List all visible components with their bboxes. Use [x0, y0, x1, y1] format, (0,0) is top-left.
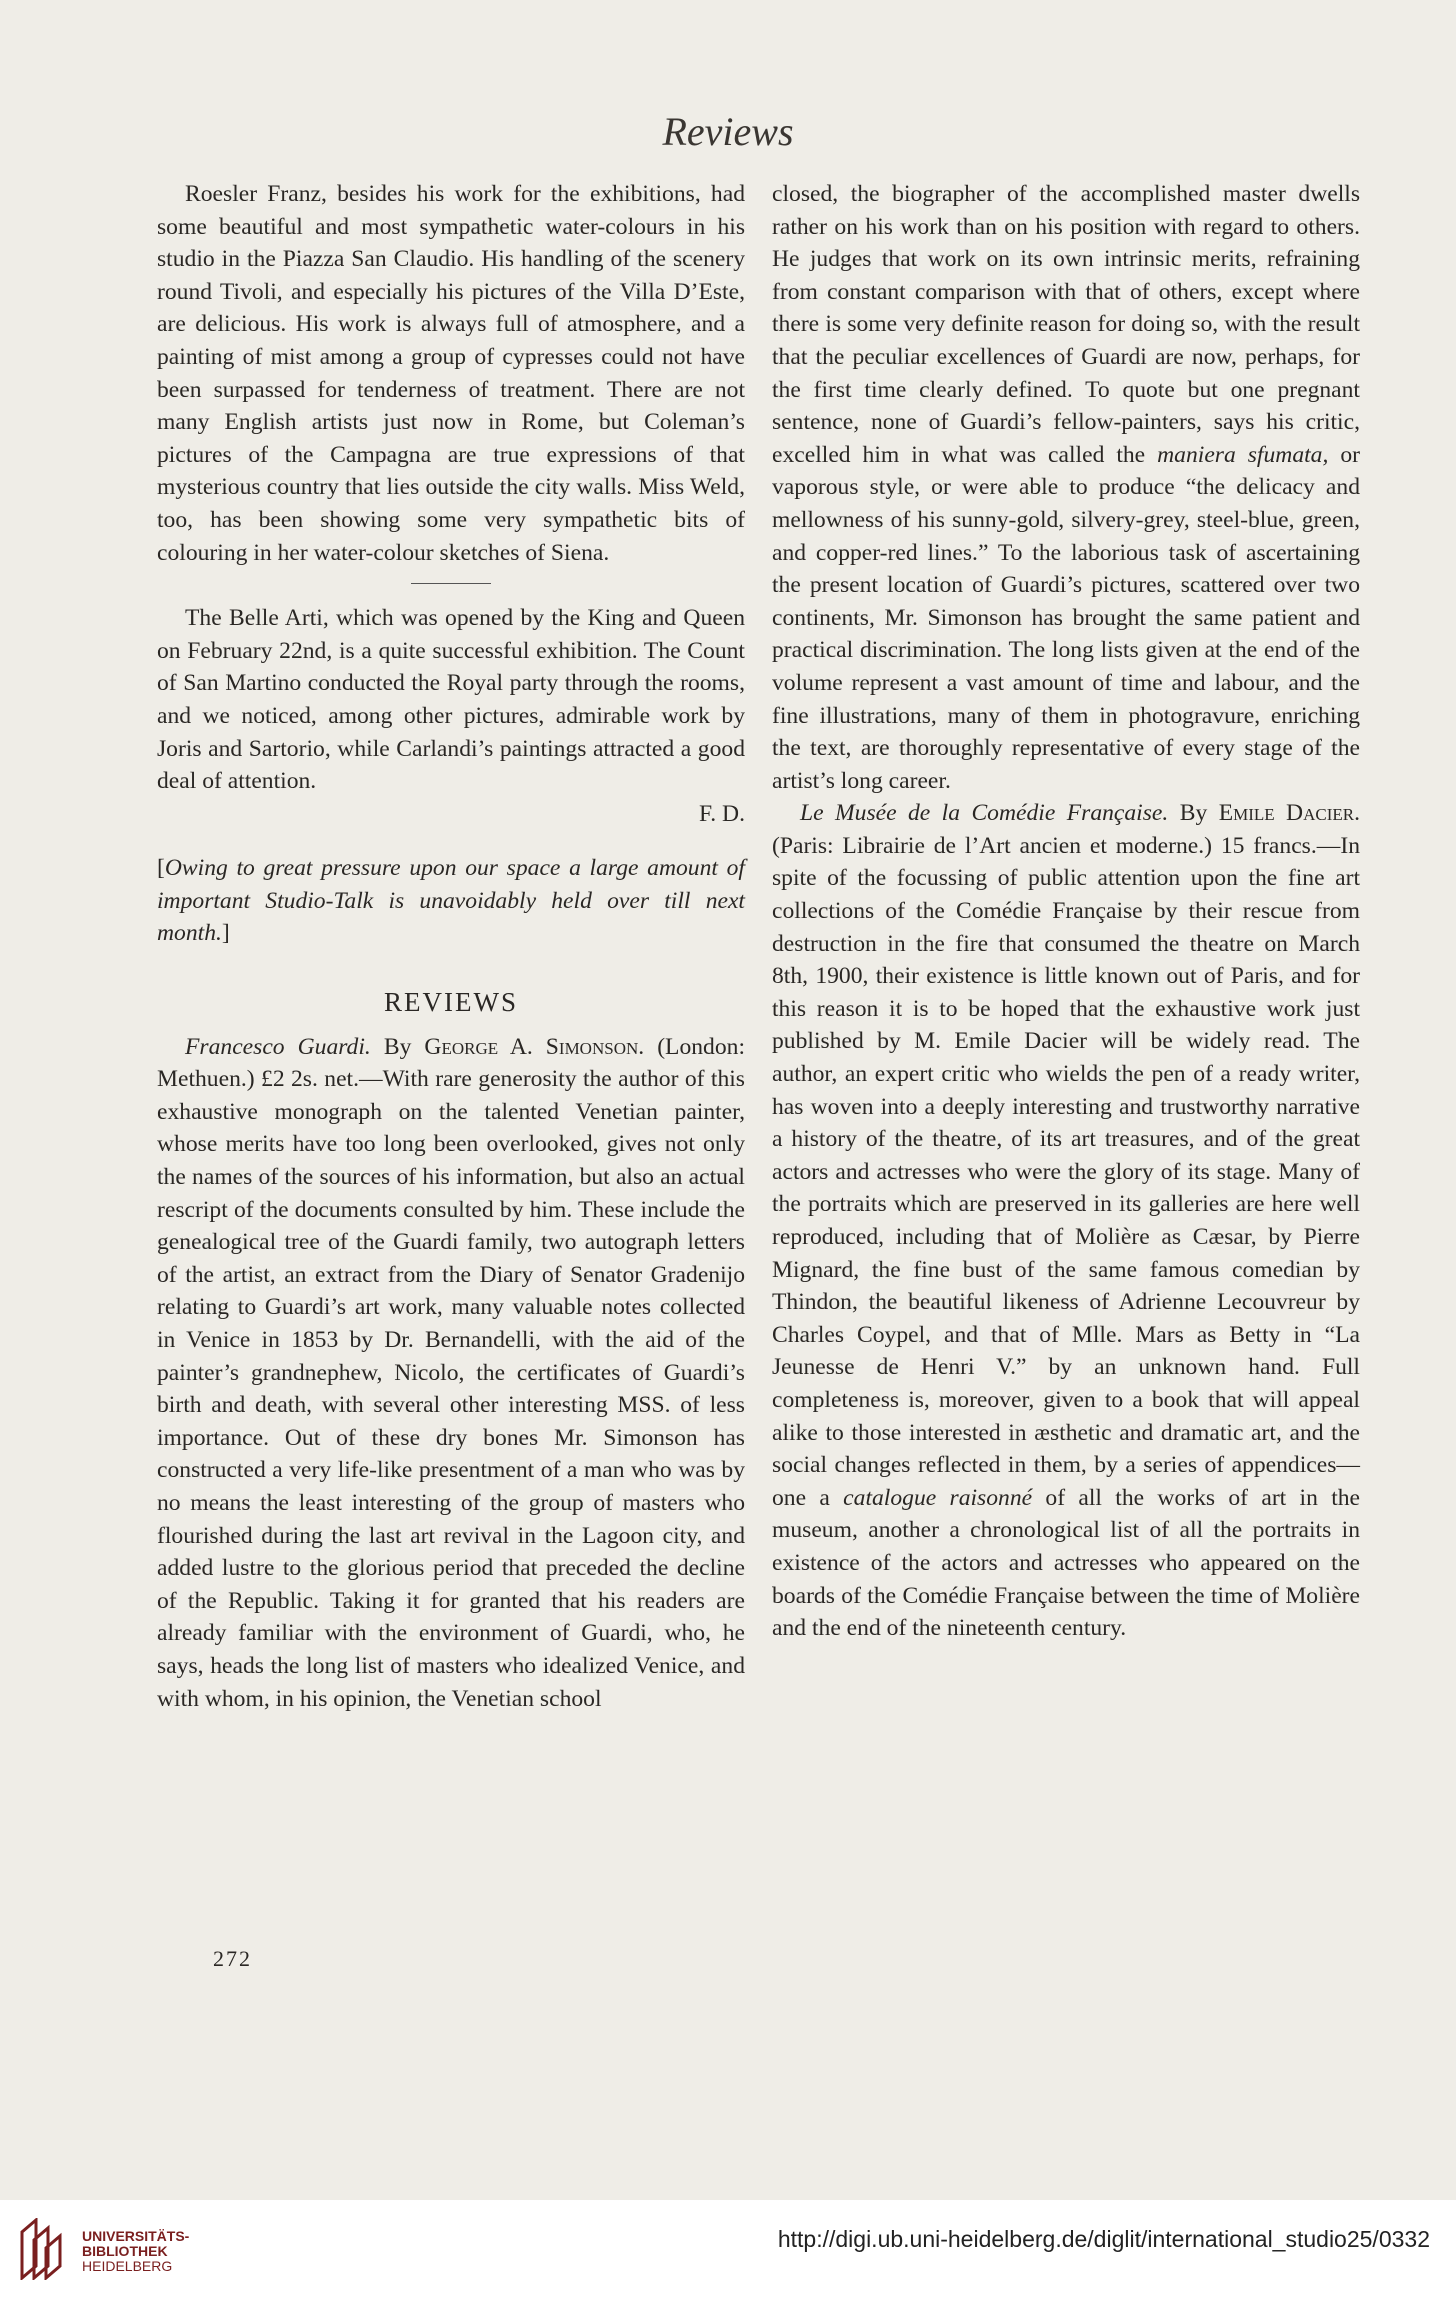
review-guardi-continued-b: or vaporous style, or were able to produce “the delicacy and mellowness of his sunny-gold, silvery-grey, steel-blue, green, and copper-red lines.” To the laborious task of ascertaining the present location of Guardi’s pictures, scattered over two continents, Mr. Simonson has brought the same patient and practical discrimination. The long lists given at the end of the volume represent a vast amount of time and labour, and the fine illustrations, many of them in photogravure, enriching the text, are thoroughly representative of every stage of the artist’s long career. [772, 441, 1360, 794]
review-guardi-author: George A. Simonson. [424, 1033, 645, 1060]
library-name-line3: HEIDELBERG [82, 2258, 173, 2274]
review-guardi-continued [772, 178, 1360, 797]
review-guardi-by: By [383, 1033, 412, 1060]
review-guardi [157, 1031, 745, 1715]
library-name [82, 2229, 189, 2274]
review-guardi-body: (London: Methuen.) £2 2s. net.—With rare generosity the author of this exhaustive monograph on the talented Venetian painter, whose merits have too long been overlooked, gives not only the names of the sources of his information, but also an actual rescript of the documents consulted by him. These include the genealogical tree of the Guardi family, two autograph letters of the artist, an extract from the Diary of Senator Gradenijo relating to Guardi’s art work, many valuable notes collected in Venice in 1853 by Dr. Bernandelli, with the aid of the painter’s grandnephew, Nicolo, the certificates of Guardi’s birth and death, with several other interesting MSS. of less importance. Out of these dry bones Mr. Simonson has constructed a very life-like presentment of a man who was by no means the least interesting of the group of masters who flourished during the last art revival in the Lagoon city, and added lustre to the glorious period that preceded the decline of the Republic. Taking it for granted that his readers are already familiar with the environment of Guardi, who, he says, heads the long list of masters who idealized Venice, and with whom, in his opinion, the Venetian school [157, 1033, 745, 1712]
left-column [157, 178, 745, 1715]
note-close-bracket: ] [221, 920, 230, 947]
editorial-note [157, 852, 745, 950]
note-open-bracket: [ [157, 855, 165, 882]
review-comedie-title: Le Musée de la Comédie Française. [800, 800, 1169, 827]
term-catalogue-raisonne: catalogue raisonné [843, 1484, 1033, 1511]
review-comedie-body-a: (Paris: Librairie de l’Art ancien et moderne.) 15 francs.—In spite of the focussing of public attention upon the fine art collections of the Comédie Française by their rescue from destruction in the fire that consumed the theatre on March 8th, 1900, their existence is little known out of Paris, and for this reason it is to be hoped that the exhaustive work just published by M. Emile Dacier will be widely read. The author, an expert critic who wields the pen of a ready writer, has woven into a deeply interesting and trustworthy narrative a history of the theatre, of its art treasures, and of the great actors and actresses who were the glory of its stage. Many of the portraits which are preserved in its galleries are here well reproduced, including that of Molière as Cæsar, by Pierre Mignard, the fine bust of the same famous comedian by Thindon, the beautiful likeness of Adrienne Lecouvreur by Charles Coypel, and that of Mlle. Mars as Betty in “La Jeunesse de Henri V.” by an unknown hand. Full completeness is, moreover, given to a book that will appeal alike to those interested in æsthetic and dramatic art, and the social changes reflected in them, by a series of appendices—one a [772, 832, 1360, 1511]
right-column [772, 178, 1360, 1645]
review-comedie-by: By [1179, 800, 1208, 827]
review-guardi-continued-a: closed, the biographer of the accomplished master dwells rather on his work than on his position with regard to others. He judges that work on its own intrinsic merits, refraining from constant comparison with that of others, except where there is some very definite reason for doing so, with the result that the peculiar excellences of Guardi are now, perhaps, for the first time clearly defined. To quote but one pregnant sentence, none of Guardi’s fellow-painters, says his critic, excelled him in what was called the [772, 181, 1360, 468]
section-divider [411, 583, 491, 584]
source-url-link[interactable]: http://digi.ub.uni-heidelberg.de/diglit/international_studio25/0332 [777, 2226, 1430, 2252]
university-library-logo-icon [18, 2218, 68, 2280]
page-header: Reviews [662, 109, 794, 154]
review-guardi-title: Francesco Guardi. [185, 1033, 371, 1060]
review-comedie-author: Emile Dacier. [1218, 800, 1360, 827]
paragraph-roesler-franz: Roesler Franz, besides his work for the exhibitions, had some beautiful and most sympathetic water-colours in his studio in the Piazza San Claudio. His handling of the scenery round Tivoli, and especially his pictures of the Villa D’Este, are delicious. His work is always full of atmosphere, and a painting of mist among a group of cypresses could not have been surpassed for tenderness of treatment. There are not many English artists just now in Rome, but Coleman’s pictures of the Campagna are true expressions of that mysterious country that lies outside the city walls. Miss Weld, too, has been showing some very sympathetic bits of colouring in her water-colour sketches of Siena. [157, 181, 745, 566]
paragraph-belle-arti: The Belle Arti, which was opened by the King and Queen on February 22nd, is a quite successful exhibition. The Count of San Martino conducted the Royal party through the rooms, and we noticed, among other pictures, admirable work by Joris and Sartorio, while Carlandi’s paintings attracted a good deal of attention. [157, 605, 745, 795]
section-heading-reviews: REVIEWS [384, 987, 518, 1018]
library-name-line2: BIBLIOTHEK [82, 2243, 168, 2259]
page-number: 272 [213, 1946, 252, 1971]
editorial-note-text: Owing to great pressure upon our space a large amount of important Studio-Talk is unavoidably held over till next month. [157, 855, 745, 947]
review-comedie-body-b: of all the works of art in the museum, another a chronological list of all the portraits in existence of the actors and actresses who appeared on the boards of the Comédie Française between the time of Molière and the end of the nineteenth century. [772, 1484, 1361, 1642]
term-maniera-sfumata: maniera sfumata, [1157, 441, 1329, 468]
signature-line [157, 798, 745, 831]
library-name-line1: UNIVERSITÄTS- [82, 2228, 190, 2244]
footer-bar [0, 2200, 1456, 2307]
author-initials: F. D. [699, 800, 745, 827]
review-comedie-francaise [772, 797, 1360, 1644]
